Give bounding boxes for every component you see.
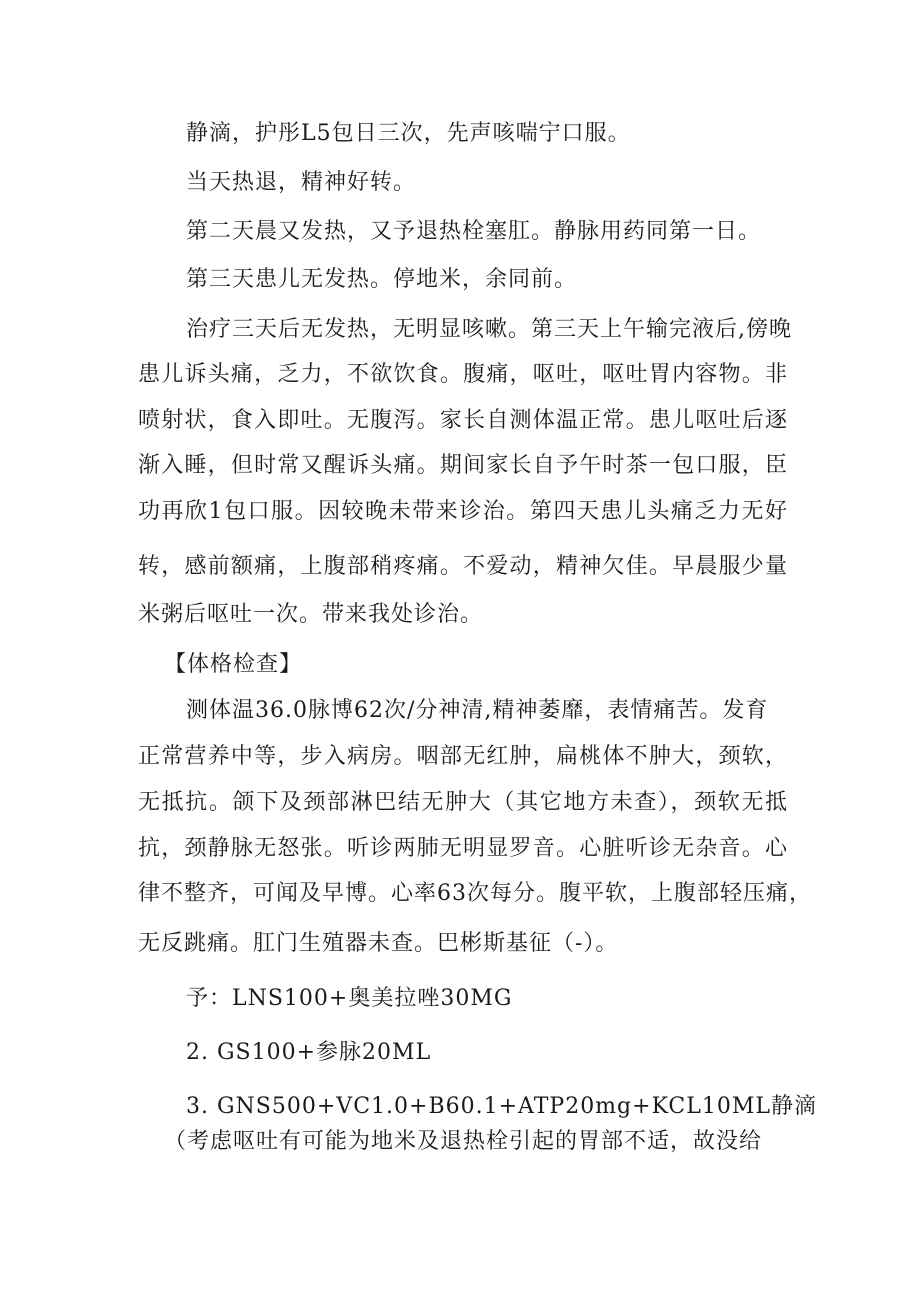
text-line: 律不整齐，可闻及早博。心率63次每分。腹平软，上腹部轻压痛， [138, 881, 812, 906]
text-line: 喷射状，食入即吐。无腹泻。家长自测体温正常。患儿呕吐后逐 [138, 408, 788, 433]
text-line: 抗，颈静脉无怒张。听诊两肺无明显罗音。心脏听诊无杂音。心 [138, 836, 788, 861]
prescription-line: 2. GS100+参脉20ML [186, 1040, 432, 1065]
text-line: 转，感前额痛，上腹部稍疼痛。不爱动，精神欠佳。早晨服少量 [138, 554, 788, 579]
text-line: 渐入睡，但时常又醒诉头痛。期间家长自予午时茶一包口服，臣 [138, 453, 788, 478]
text-line: 第二天晨又发热，又予退热栓塞肛。静脉用药同第一日。 [186, 219, 762, 244]
text-line: 患儿诉头痛，乏力，不欲饮食。腹痛，呕吐，呕吐胃内容物。非 [138, 362, 788, 387]
prescription-line: 3. GNS500+VC1.0+B60.1+ATP20mg+KCL10ML静滴 [186, 1094, 817, 1119]
text-line: 正常营养中等，步入病房。咽部无红肿，扁桃体不肿大，颈软， [138, 744, 788, 769]
prescription-line: 予：LNS100+奥美拉唑30MG [186, 986, 513, 1011]
section-heading: 【体格检查】 [164, 652, 303, 677]
text-line: 第三天患儿无发热。停地米，余同前。 [186, 267, 578, 292]
text-line: 无抵抗。颌下及颈部淋巴结无肿大（其它地方未查），颈软无抵 [138, 790, 788, 815]
text-line: 功再欣1包口服。因较晚未带来诊治。第四天患儿头痛乏力无好 [138, 499, 788, 524]
text-line: 无反跳痛。肛门生殖器未查。巴彬斯基征（-）。 [138, 931, 619, 956]
text-line: 米粥后呕吐一次。带来我处诊治。 [138, 602, 484, 627]
text-line: 当天热退，精神好转。 [186, 170, 417, 195]
text-line: 静滴，护彤L5包日三次，先声咳喘宁口服。 [186, 121, 631, 146]
text-line: 治疗三天后无发热，无明显咳嗽。第三天上午输完液后,傍晚 [186, 317, 792, 342]
text-line: （考虑呕吐有可能为地米及退热栓引起的胃部不适，故没给 [164, 1129, 763, 1154]
text-line: 测体温36.0脉博62次/分神清,精神萎靡，表情痛苦。发育 [186, 698, 769, 723]
